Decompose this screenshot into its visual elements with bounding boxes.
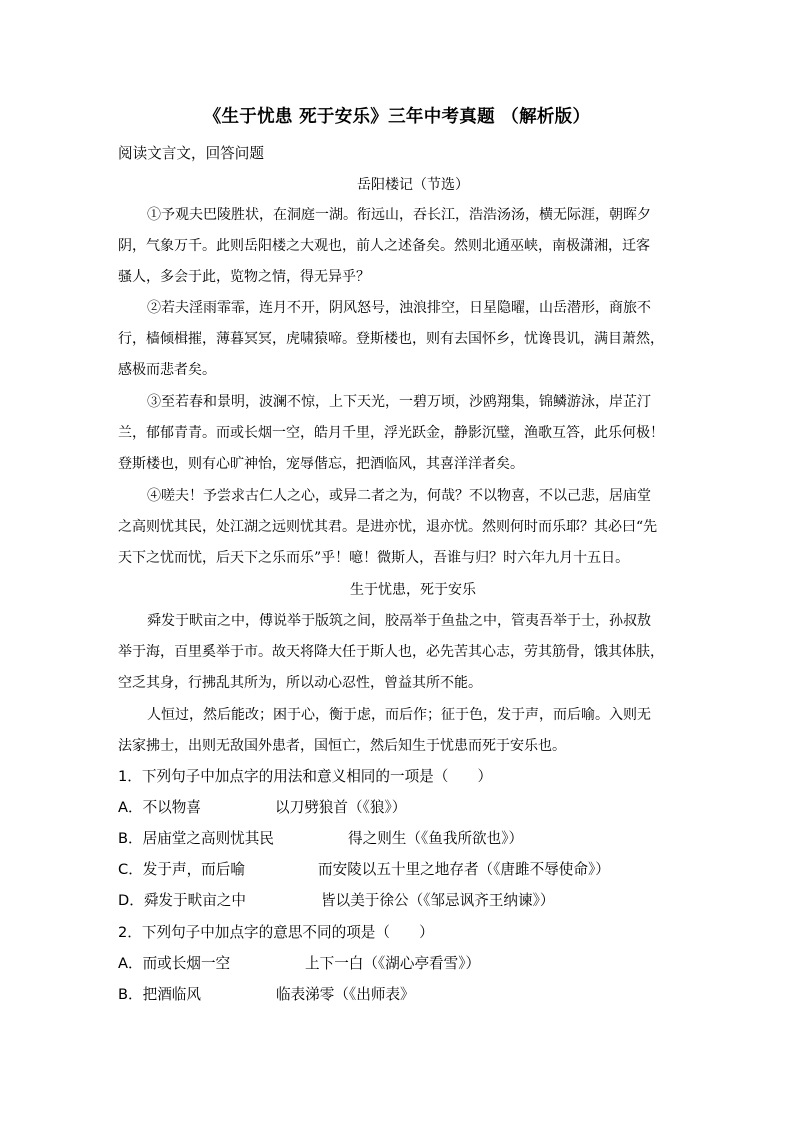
passage1-line: 骚人，多会于此，览物之情，得无异乎？	[118, 269, 370, 285]
option-text: B．把酒临风	[118, 986, 201, 1003]
question-1-option-c	[118, 861, 708, 879]
option-reference: 上下一白（《湖心亭看雪》）	[305, 955, 481, 972]
passage1-line: ①予观夫巴陵胜状，在洞庭一湖。衔远山，吞长江，浩浩汤汤，横无际涯，朝晖夕	[147, 207, 651, 223]
question-1-option-d	[118, 892, 708, 910]
question-1-option-b	[118, 830, 708, 848]
passage2-line: 舜发于畎亩之中，傅说举于版筑之间，胶鬲举于鱼盐之中，管夷吾举于士，孙叔敖	[147, 613, 651, 629]
option-reference: 以刀劈狼首（《狼》）	[275, 799, 407, 816]
question-2-option-a	[118, 955, 708, 973]
passage2-line: 空乏其身，行拂乱其所为，所以动心忍性，曾益其所不能。	[118, 675, 482, 691]
option-reference: 得之则生（《鱼我所欲也》）	[348, 830, 524, 847]
passage1-line: ④嗟夫！予尝求古仁人之心，或异二者之为，何哉？不以物喜，不以己悲，居庙堂	[147, 488, 651, 504]
passage1-line: 天下之忧而忧，后天下之乐而乐”乎！噫！微斯人，吾谁与归？时六年九月十五日。	[118, 550, 630, 566]
passage2-line: 法家拂士，出则无敌国外患者，国恒亡，然后知生于忧患而死于安乐也。	[118, 738, 566, 754]
question-1-stem: 1．下列句子中加点字的用法和意义相同的一项是（ ）	[118, 768, 493, 785]
passage2-heading: 生于忧患，死于安乐	[350, 582, 476, 598]
option-reference: 临表涕零（《出师表》	[276, 986, 415, 1003]
passage2-line: 人恒过，然后能改；困于心，衡于虑，而后作；征于色，发于声，而后喻。入则无	[147, 707, 651, 723]
option-reference: 而安陵以五十里之地存者（《唐雎不辱使命》）	[318, 861, 610, 878]
option-text: C．发于声，而后喻	[118, 861, 245, 878]
passage1-line: ②若夫淫雨霏霏，连月不开，阴风怒号，浊浪排空，日星隐曜，山岳潜形，商旅不	[147, 300, 651, 316]
passage1-line: 之高则忧其民，处江湖之远则忧其君。是进亦忧，退亦忧。然则何时而乐耶？其必曰“先	[118, 519, 658, 535]
passage2-line: 举于海，百里奚举于市。故天将降大任于斯人也，必先苦其心志，劳其筋骨，饿其体肤，	[118, 644, 664, 660]
option-reference: 皆以美于徐公（《邹忌讽齐王纳谏》）	[321, 892, 555, 909]
option-text: D．舜发于畎亩之中	[118, 892, 246, 909]
passage1-line: 登斯楼也，则有心旷神怡，宠辱偕忘，把酒临风，其喜洋洋者矣。	[118, 456, 524, 472]
question-2-option-b	[118, 986, 708, 1004]
instruction: 阅读文言文，回答问题	[118, 145, 264, 162]
passage1-line: 阴，气象万千。此则岳阳楼之大观也，前人之述备矣。然则北通巫峡，南极潇湘，迁客	[118, 238, 650, 254]
document-title: 《生于忧患 死于安乐》三年中考真题 （解析版）	[203, 107, 591, 127]
passage1-line: ③至若春和景明，波澜不惊，上下天光，一碧万顷，沙鸥翔集，锦鳞游泳，岸芷汀	[147, 394, 651, 410]
passage1-line: 兰，郁郁青青。而或长烟一空，皓月千里，浮光跃金，静影沉璧，渔歌互答，此乐何极！	[118, 425, 664, 441]
option-text: B．居庙堂之高则忧其民	[118, 830, 274, 847]
passage1-line: 感极而悲者矣。	[118, 362, 216, 378]
question-1-option-a	[118, 799, 708, 817]
option-text: A．不以物喜	[118, 799, 201, 816]
question-2-stem: 2．下列句子中加点字的意思不同的项是（ ）	[118, 924, 434, 941]
passage1-heading: 岳阳楼记（节选）	[357, 177, 469, 193]
passage1-line: 行，樯倾楫摧，薄暮冥冥，虎啸猿啼。登斯楼也，则有去国怀乡，忧谗畏讥，满目萧然，	[118, 331, 664, 347]
option-text: A．而或长烟一空	[118, 955, 231, 972]
